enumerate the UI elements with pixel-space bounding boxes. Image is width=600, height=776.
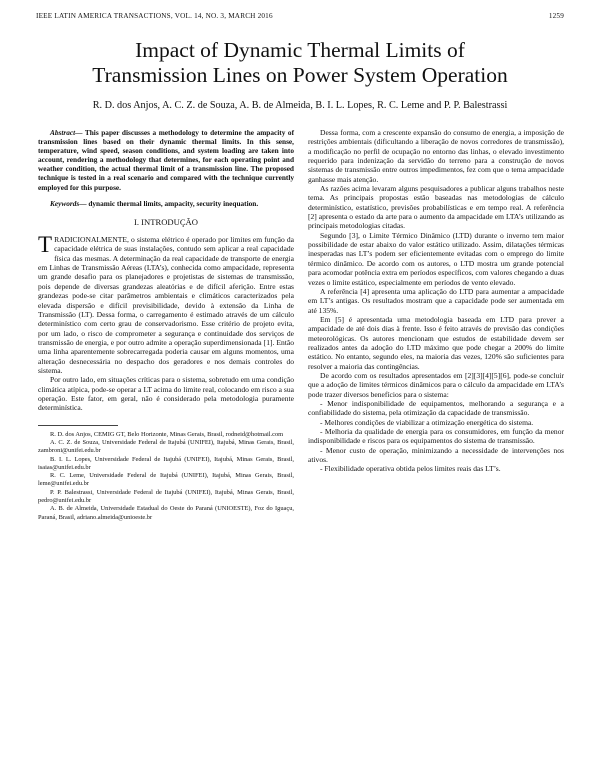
abstract: [38, 128, 294, 192]
benefit-item: - Menor indisponibilidade de equipamentos, melhorando a segurança e a confiabilidade do sistema, pela otimização da capacidade de transmissão.: [308, 398, 564, 418]
footnote-item: A. B. de Almeida, Universidade Estadual do Oeste do Paraná (UNIOESTE), Foz do Iguaçu, Paraná, Brasil, adriano.almeida@unioeste.br: [38, 505, 294, 521]
drop-cap: T: [38, 232, 53, 258]
intro-paragraph-1-text: RADICIONALMENTE, o sistema elétrico é operado por limites em função da capacidade elétrica de suas instalações, contudo sem aplicar a real capacidade física das mesmas. A determinação da real capacidade de transporte de energia em Linhas de Transmissão Aéreas (LTA’s), conhecida como ampacidade, representa um grande desafio para os planejadores e projetistas de sistemas de transmissão, pois depende de diversas grandezas aleatórias e de difícil aferição. Entre estas grandezas pode-se citar parâmetros ambientais e climáticos caracterizados pela elevada dispersão e difícil previsibilidade, devido à extensão da Linha de Transmissão (LT). Dessa forma, o carregamento é estimado através de um cálculo determinístico com certo grau de conservadorismo. Esse critério de projeto evita, por um lado, o risco de comprometer a segurança e continuidade dos serviços de transmissão de energia, e por outro admite a operação superdimensionada [1]. Então uma linha aparentemente sobrecarregada poderia causar em alguns momentos, uma alteração desnecessária no despacho dos geradores e nos demais controles do sistema.: [38, 235, 294, 375]
footnote-item: A. C. Z. de Souza, Universidade Federal de Itajubá (UNIFEI), Itajubá, Minas Gerais, Brasil, zambroni@unifei.edu.br: [38, 438, 294, 455]
paper-title: [36, 38, 564, 88]
keywords: [38, 199, 294, 208]
benefit-item: - Melhores condições de viabilizar a otimização energética do sistema.: [320, 417, 534, 427]
body-paragraph: Em [5] é apresentada uma metodologia baseada em LTD para prever a ampacidade de até dois dias à frente. Isso é feito através de previsão das condições meteorológicas. Os autores mencionam que estudos de estabilidade devem ser realizados antes da adoção do LTD máximo que pode chegar a 200% do limite estático. No entanto, segundo eles, na maioria das vezes, 120% são suficientes para resolver a maioria das contingências.: [308, 314, 564, 371]
body-paragraph: Segundo [3], o Limite Térmico Dinâmico (LTD) durante o inverno tem maior possibilidade de estar abaixo do valor estático utilizado. Assim, dilatações térmicas inesperadas nas LT’s podem ser eficientemente evitadas com o emprego do limite térmico dinâmico. De acordo com os autores, o LTD mostra um grande potencial para acomodar potência extra em períodos específicos, com valores chegando a duas vezes o limite estático, especialmente em períodos de vento elevado.: [308, 230, 564, 287]
footnote-item: B. I. L. Lopes, Universidade Federal de Itajubá (UNIFEI), Itajubá, Minas Gerais, Brasil, isaias@unifei.edu.br: [38, 455, 294, 471]
benefit-item: - Melhoria da qualidade de energia para os consumidores, em função da menor indisponibilidade e riscos para os equipamentos do sistema de transmissão.: [308, 427, 564, 446]
footnote-item: P. P. Balestrassi, Universidade Federal de Itajubá (UNIFEI), Itajubá, Minas Gerais, Brasil, pedro@unifei.edu.br: [38, 488, 294, 504]
left-column: [38, 128, 294, 522]
footnote-item: R. C. Leme, Universidade Federal de Itajubá (UNIFEI), Itajubá, Minas Gerais, Brasil, leme@unifei.edu.br: [38, 472, 294, 488]
author-list: R. D. dos Anjos, A. C. Z. de Souza, A. B. de Almeida, B. I. L. Lopes, R. C. Leme and P. P. Balestrassi: [92, 100, 508, 111]
journal-header: IEEE LATIN AMERICA TRANSACTIONS, VOL. 14, NO. 3, MARCH 2016: [36, 12, 273, 20]
page-number: 1259: [548, 12, 564, 20]
abstract-lead: Abstract: [50, 128, 76, 137]
right-column: [308, 128, 564, 474]
intro-paragraph-2: Por outro lado, em situações críticas para o sistema, sobretudo em uma condição climática atípica, pode-se operar a LT acima do limite real, colocando em risco a sua operação. Este fator, em geral, não é considerado pela metodologia puramente determinística.: [38, 375, 294, 413]
running-header: [36, 12, 564, 24]
footnote-item: R. D. dos Anjos, CEMIG GT, Belo Horizonte, Minas Gerais, Brasil, rodneid@hotmail.com: [50, 430, 284, 438]
benefit-item: - Flexibilidade operativa obtida pelos limites reais das LT’s.: [320, 464, 501, 474]
body-paragraph: A referência [4] apresenta uma aplicação do LTD para aumentar a ampacidade em LT’s antigas. Os resultados mostram que a capacidade pode ser aumentada em até 135%.: [308, 286, 564, 315]
title-line-1: Impact of Dynamic Thermal Limits of: [135, 38, 465, 62]
abstract-text: — This paper discusses a methodology to determine the ampacity of transmission lines based on their dynamic thermal limits. In this sense, temperature, wind speed, season conditions, and system loading are taken into account, rendering a methodology that determines, for each operating point and weather condition, the actual thermal limit of a transmission line. The proposed technique is tested in a real scenario and compared with the technique currently employed for this purpose.: [38, 128, 294, 192]
body-paragraph: De acordo com os resultados apresentados em [2][3][4][5][6], pode-se concluir que a adoção de limites térmicos dinâmicos para o cálculo da ampacidade em LTA’s pode trazer diversos benefícios para o sistema:: [308, 370, 564, 399]
section-heading: I. INTRODUÇÃO: [134, 216, 198, 227]
footnote-divider: [38, 425, 118, 426]
footnotes: [38, 431, 294, 522]
body-paragraph: Dessa forma, com a crescente expansão do consumo de energia, a imposição de restrições ambientais (dificultando a liberação de novos corredores de transmissão), a modificação no perfil de ocupação no entorno das linhas, o elevado investimento requerido para indenização da servidão do terreno para a construção de novos sistemas de transmissão entre outros impedimentos, fez com que o tema ampacidade ganhasse mais atenção.: [308, 128, 564, 184]
keywords-lead: Keywords: [50, 198, 80, 208]
intro-paragraph-1: [38, 232, 294, 375]
benefit-item: - Menor custo de operação, minimizando a necessidade de intervenções nos ativos.: [308, 445, 564, 465]
body-paragraph: As razões acima levaram alguns pesquisadores a publicar alguns trabalhos neste tema. As principais propostas estão baseadas nas metodologias de cálculo determinístico, estatístico, previsões probabilísticas e em tempo real. A referência [2] apresenta o estado da arte para o aumento da ampacidade em LTA’s utilizando as principais metodologias citadas.: [308, 184, 564, 231]
keywords-text: — dynamic thermal limits, ampacity, security inequation.: [79, 198, 259, 208]
title-line-2: Transmission Lines on Power System Operation: [92, 63, 508, 87]
